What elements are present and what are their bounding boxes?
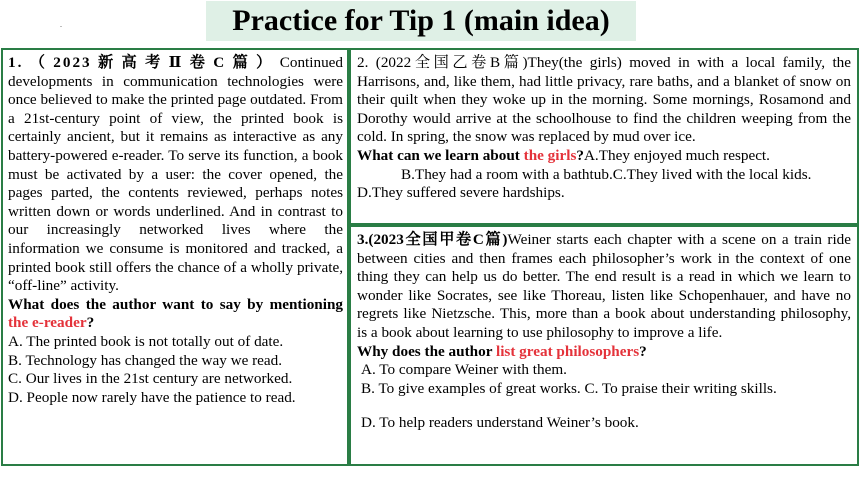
- question-1-highlight: the e-reader: [8, 314, 87, 332]
- passage-1-box: [1, 48, 349, 466]
- question-1-text: What does the author want to say by mentioning: [8, 295, 343, 313]
- question-3-option-a[interactable]: A. To compare Weiner with them.: [361, 361, 567, 379]
- question-2-text: What can we learn about: [357, 146, 524, 164]
- corner-mark: .: [60, 20, 62, 29]
- question-2-mark: ?: [576, 146, 584, 164]
- passage-1-question: [8, 296, 343, 333]
- question-2-option-d[interactable]: D.They suffered severe hardships.: [357, 184, 565, 202]
- passage-1-body: [8, 54, 343, 296]
- passage-1-text: Continued developments in communication technologies were once believed to make the printed page outdated. From a 21st-century point of view, the printed book is certainly ancient, but it remains as interactive as any battery-powered e-reader. To serve its function, a book must be activated by a user: the cover opened, the pages parted, the contents reviewed, perhaps notes written down or words underlined. And in contrast to our increasingly networked lives where the information we consume is monitored and tracked, a printed book still offers the chance of a wholly private, “off-line” activity.: [8, 54, 343, 295]
- question-1-option-c[interactable]: C. Our lives in the 21st century are networked.: [8, 370, 293, 388]
- question-3-text: Why does the author: [357, 342, 496, 360]
- passage-3-question: [357, 343, 851, 362]
- question-2-highlight: the girls: [523, 146, 577, 164]
- passage-3-source: 3.(2023全国甲卷C篇): [357, 231, 508, 248]
- question-3-mark: ?: [639, 342, 647, 360]
- passage-3-box: [349, 225, 859, 466]
- passage-1-source: 1.（2023新高考Ⅱ卷C篇）: [8, 54, 280, 71]
- passage-2-body: [357, 54, 851, 147]
- passage-2-options-line: [357, 166, 851, 185]
- question-2-option-a[interactable]: A.They enjoyed much respect.: [583, 146, 770, 164]
- question-2-option-c[interactable]: C.They lived with the local kids.: [612, 165, 812, 183]
- passage-2-options-line-2: [357, 184, 851, 203]
- slide-title: Practice for Tip 1 (main idea): [206, 1, 636, 41]
- question-3-highlight: list great philosophers: [495, 342, 640, 360]
- passage-2-source: 2. (2022全国乙卷B篇): [357, 54, 528, 71]
- passage-3-body: [357, 231, 851, 343]
- passage-3-text: Weiner starts each chapter with a scene on a train ride between cities and then frames each philosopher’s work in the context of one thing they can help us do better. The end result is a read in which we learn to wonder like Socrates, see like Thoreau, listen like Schopenhauer, and have no regrets like Nietzsche. This, more than a book about understanding philosophy, is a book about learning to use philosophy to improve a life.: [357, 231, 851, 341]
- passage-3-options-line: [361, 380, 851, 399]
- question-3-option-b[interactable]: B. To give examples of great works.: [361, 379, 581, 397]
- passage-2-box: [349, 48, 859, 225]
- question-1-option-a[interactable]: A. The printed book is not totally out of date.: [8, 332, 284, 350]
- question-1-mark: ?: [86, 314, 95, 332]
- question-1-option-b[interactable]: B. Technology has changed the way we read.: [8, 351, 283, 369]
- passage-2-question-line: [357, 147, 851, 166]
- question-2-option-b[interactable]: B.They had a room with a bathtub.: [401, 165, 613, 183]
- question-1-option-d[interactable]: D. People now rarely have the patience to read.: [8, 388, 296, 406]
- question-3-option-c[interactable]: C. To praise their writing skills.: [584, 379, 777, 397]
- passage-2-text: They(the girls) moved in with a local family, the Harrisons, and, like them, had little privacy, rare baths, and a blanket of snow on their quilt when they woke up in the morning. Some mornings, Rosamond and Dorothy would arrive at the schoolhouse to find the children weeping from the cold. In spring, the snow was replaced by mud over ice.: [357, 54, 852, 146]
- question-3-option-d[interactable]: D. To help readers understand Weiner’s book.: [361, 414, 639, 432]
